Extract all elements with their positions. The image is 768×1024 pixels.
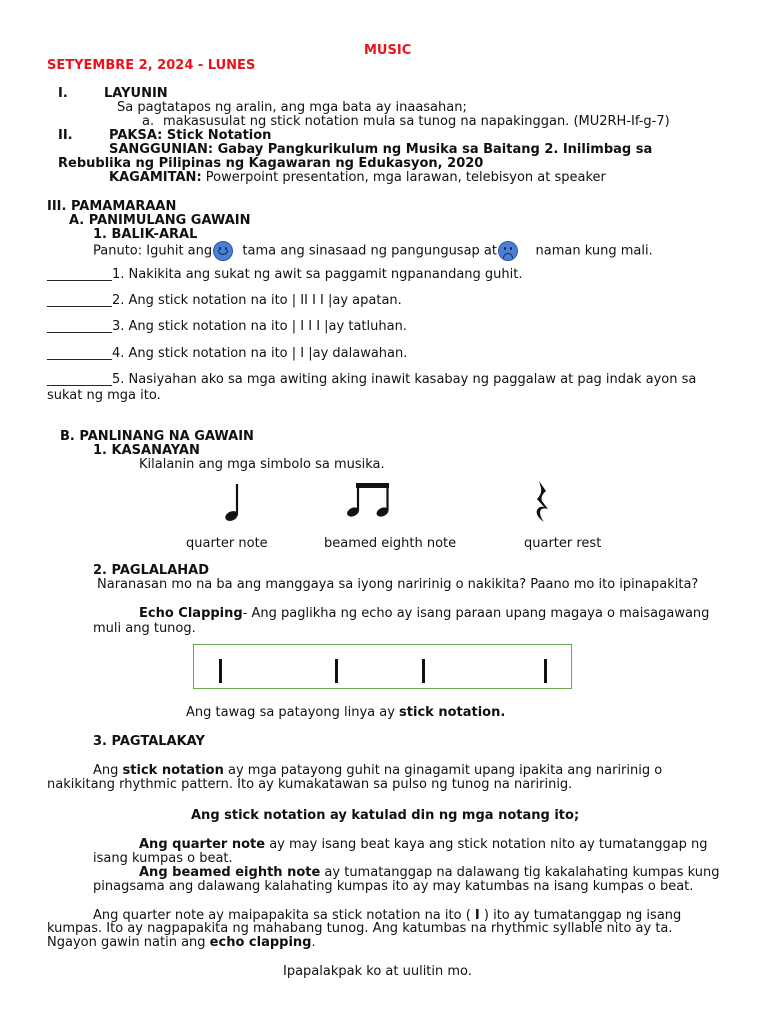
panuto-line <box>93 241 653 261</box>
balik-aral-item-4: __________4. Ang stick notation na ito | I |ay dalawahan. <box>47 346 408 361</box>
tawag-line <box>186 705 505 720</box>
layunin-intro: Sa pagtatapos ng aralin, ang mga bata ay inaasahan; <box>117 100 467 115</box>
layunin-item-letter: a. <box>142 114 155 129</box>
balik-aral-item-2: __________2. Ang stick notation na ito | II I I |ay apatan. <box>47 293 402 308</box>
p3-text-b: ) ito ay tumatanggap ng isang <box>479 908 682 923</box>
quarter-note-label: quarter note <box>186 536 268 551</box>
kagamitan-text: Powerpoint presentation, mga larawan, telebisyon at speaker <box>201 170 606 185</box>
kagamitan-label: KAGAMITAN: <box>109 170 202 185</box>
pagtalakay-heading: Ang stick notation ay katulad din ng mga notang ito; <box>191 808 580 823</box>
pagtalakay-title: 3. PAGTALAKAY <box>93 734 205 749</box>
quarter-rest-icon <box>531 479 555 525</box>
panuto-text-a: Panuto: Iguhit ang <box>93 243 213 259</box>
quarter-note-desc-line-1 <box>139 837 708 852</box>
section-1-title: LAYUNIN <box>104 86 168 101</box>
sad-face-icon <box>498 241 518 261</box>
echo-clapping-line-2: muli ang tunog. <box>93 621 196 636</box>
smiley-face-icon <box>213 241 233 261</box>
closing-line: Ipapalakpak ko at uulitin mo. <box>283 964 472 979</box>
beamed-eighth-note-label: beamed eighth note <box>324 536 457 551</box>
p1-text-c: ay mga patayong guhit na ginagamit upang ipakita ang naririnig o <box>223 763 663 778</box>
quarter-note-desc-line-2: isang kumpas o beat. <box>93 851 233 866</box>
pagtalakay-p3-line-3 <box>47 935 316 950</box>
balik-aral-title: 1. BALIK-ARAL <box>93 227 198 242</box>
quarter-note-icon <box>218 480 248 524</box>
pagtalakay-p1-line-1 <box>93 763 662 778</box>
panlinang-title: B. PANLINANG NA GAWAIN <box>60 429 254 444</box>
balik-aral-item-3: __________3. Ang stick notation na ito | I I I |ay tatluhan. <box>47 319 407 334</box>
pagtalakay-p3-line-2: kumpas. Ito ay nagpapakita ng mahabang tunog. Ang katumbas na rhythmic syllable nito ay ta. <box>47 921 673 936</box>
quarter-rest-label: quarter rest <box>524 536 602 551</box>
beamed-note-desc-line-1 <box>139 865 719 880</box>
p3-stick-symbol: I <box>474 908 480 923</box>
kagamitan-line <box>109 170 606 185</box>
pagtalakay-p1-line-2: nakikitang rhythmic pattern. Ito ay kumakatawan sa pulso ng tunog na naririnig. <box>47 777 573 792</box>
stick-3 <box>422 659 425 683</box>
subject-title: MUSIC <box>364 43 412 58</box>
sanggunian-line-2: Rebublika ng Pilipinas ng Kagawaran ng Edukasyon, 2020 <box>58 156 484 171</box>
panimulang-gawain-title: A. PANIMULANG GAWAIN <box>69 213 251 228</box>
paglalahad-question: Naranasan mo na ba ang manggaya sa iyong naririnig o nakikita? Paano mo ito ipinapakita? <box>97 577 699 592</box>
sanggunian-line-1: SANGGUNIAN: Gabay Pangkurikulum ng Musika sa Baitang 2. Inilimbag sa <box>109 142 653 157</box>
stick-1 <box>219 659 222 683</box>
tawag-term: stick notation. <box>399 705 506 720</box>
stick-2 <box>335 659 338 683</box>
panuto-text-c: naman kung mali. <box>535 243 653 259</box>
echo-clapping-text: - Ang paglikha ng echo ay isang paraan upang magaya o maisagawang <box>242 606 710 621</box>
quarter-note-desc-label: Ang quarter note <box>139 837 266 852</box>
paglalahad-title: 2. PAGLALAHAD <box>93 563 209 578</box>
p1-text-a: Ang <box>93 763 123 778</box>
p3-term: echo clapping <box>209 935 312 950</box>
beamed-note-desc-line-2: pinagsama ang dalawang kalahating kumpas ito ay may katumbas na isang kumpas o beat. <box>93 879 694 894</box>
kasanayan-title: 1. KASANAYAN <box>93 443 200 458</box>
p3-period: . <box>311 935 316 950</box>
p1-term: stick notation <box>122 763 224 778</box>
panuto-text-b: tama ang sinasaad ng pangungusap at <box>242 243 497 259</box>
p3-text-d: Ngayon gawin natin ang <box>47 935 210 950</box>
balik-aral-item-5: __________5. Nasiyahan ako sa mga awiting aking inawit kasabay ng paggalaw at pag indak ayon sa <box>47 372 697 387</box>
beamed-eighth-note-icon <box>343 479 395 521</box>
balik-aral-item-1: __________1. Nakikita ang sukat ng awit sa paggamit ngpanandang guhit. <box>47 267 523 282</box>
balik-aral-item-5-cont: sukat ng mga ito. <box>47 388 161 403</box>
tawag-text: Ang tawag sa patayong linya ay <box>186 705 400 720</box>
section-2-numeral: II. <box>58 128 73 143</box>
section-3-title: III. PAMAMARAAN <box>47 199 177 214</box>
kilalanin-text: Kilalanin ang mga simbolo sa musika. <box>139 457 385 472</box>
beamed-note-desc-text: ay tumatanggap na dalawang tig kakalahating kumpas kung <box>320 865 720 880</box>
layunin-item-text: makasusulat ng stick notation mula sa tunog na napakinggan. (MU2RH-If-g-7) <box>163 114 670 129</box>
quarter-note-desc-text: ay may isang beat kaya ang stick notation nito ay tumatanggap ng <box>265 837 708 852</box>
echo-clapping-line-1 <box>139 606 709 621</box>
echo-clapping-label: Echo Clapping <box>139 606 243 621</box>
stick-4 <box>544 659 547 683</box>
section-1-numeral: I. <box>58 86 68 101</box>
beamed-note-desc-label: Ang beamed eighth note <box>139 865 321 880</box>
date-line: SETYEMBRE 2, 2024 - LUNES <box>47 58 256 73</box>
stick-notation-box <box>193 644 572 689</box>
paksa-line: PAKSA: Stick Notation <box>109 128 272 143</box>
p3-text-a: Ang quarter note ay maipapakita sa stick notation na ito ( <box>93 908 475 923</box>
